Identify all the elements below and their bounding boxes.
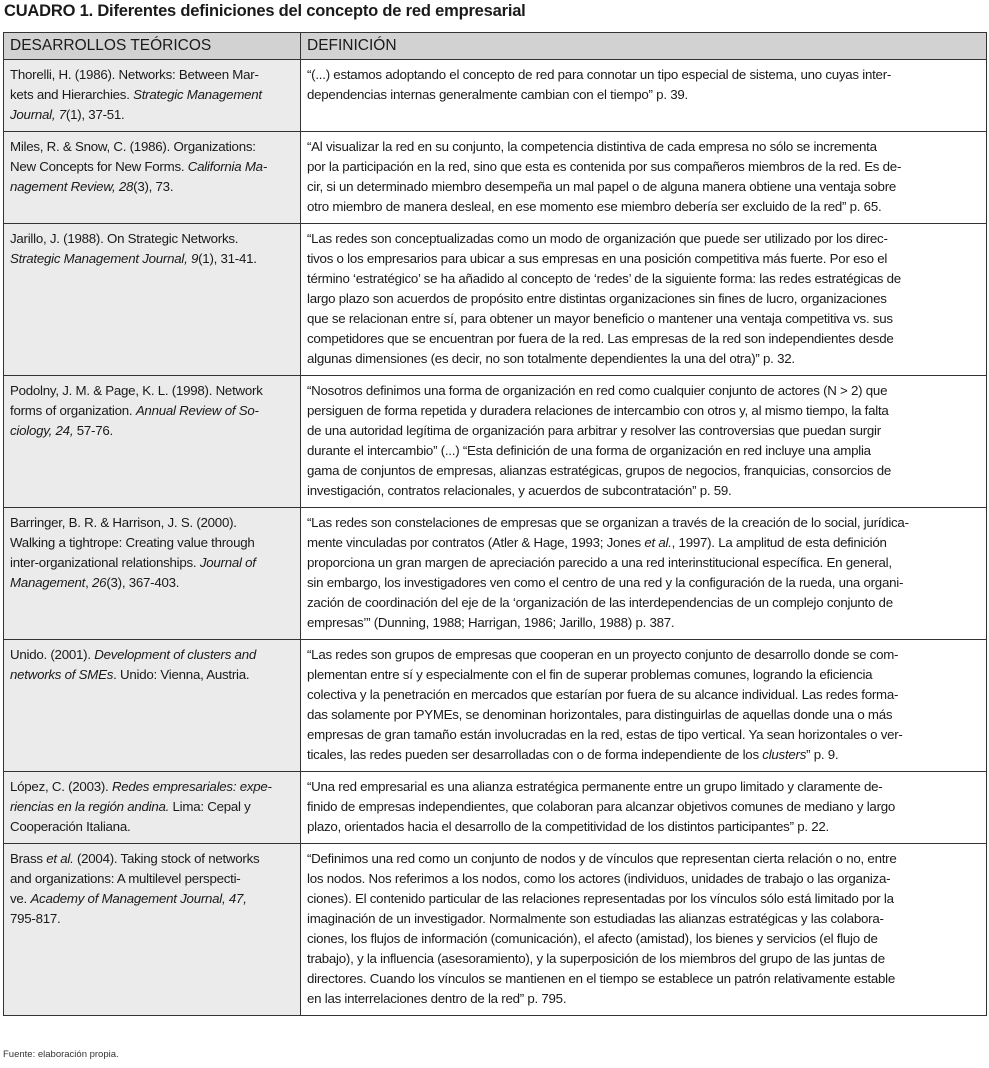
text-line <box>10 137 294 157</box>
text-line <box>307 745 980 765</box>
text-line <box>10 249 294 269</box>
italic-text: Journal, 7 <box>10 107 66 122</box>
text-segment: cir, si un determinado miembro desempeña un mal papel o de alguna manera obtiene una ventaja sobre <box>307 179 897 194</box>
text-line <box>307 949 980 969</box>
text-segment: dependencias internas generalmente cambian con el tiempo” p. 39. <box>307 87 688 102</box>
text-segment: and organizations: A multilevel perspecti- <box>10 871 241 886</box>
text-segment: ” p. 9. <box>806 747 839 762</box>
table-row <box>4 376 987 508</box>
text-segment: sin embargo, los investigadores ven como el centro de una red y la configuración de la rueda, una organi- <box>307 575 904 590</box>
definitions-table <box>3 32 987 1016</box>
text-line <box>10 229 294 249</box>
text-segment: de una autoridad legítima de organización para arbitrar y resolver las controversias que puedan surgir <box>307 423 881 438</box>
text-segment: Unido. (2001). <box>10 647 95 662</box>
definition-cell <box>301 508 987 640</box>
table-row <box>4 640 987 772</box>
text-segment: 795-817. <box>10 911 61 926</box>
italic-text: Strategic Management <box>133 87 262 102</box>
italic-text: et al. <box>46 851 74 866</box>
text-line <box>307 65 980 85</box>
definition-cell <box>301 60 987 132</box>
text-line <box>10 85 294 105</box>
text-line <box>307 705 980 725</box>
table-row <box>4 224 987 376</box>
text-segment: investigación, contratos relacionales, y acuerdos de subcontratación” p. 59. <box>307 483 732 498</box>
text-segment: , <box>85 575 93 590</box>
text-segment: “Al visualizar la red en su conjunto, la competencia distintiva de cada empresa no sólo se incrementa <box>307 139 877 154</box>
text-segment: empresas de gran tamaño están involucradas en la red, estas de tipo vertical. Ya sean horizontales o ver- <box>307 727 903 742</box>
text-line <box>307 553 980 573</box>
text-line <box>307 645 980 665</box>
reference-cell <box>4 844 301 1016</box>
italic-text: 26 <box>92 575 107 590</box>
definition-cell <box>301 376 987 508</box>
text-segment: proporciona un gran margen de apreciación parecido a una red interinstitucional específica. En general, <box>307 555 892 570</box>
text-line <box>307 665 980 685</box>
text-segment: Walking a tightrope: Creating value through <box>10 535 255 550</box>
text-segment: directores. Cuando los vínculos se mantienen en el tiempo se establece un patrón relativamente estable <box>307 971 895 986</box>
text-segment: Lima: Cepal y <box>169 799 251 814</box>
text-segment: Miles, R. & Snow, C. (1986). Organizations: <box>10 139 256 154</box>
reference-cell <box>4 772 301 844</box>
text-segment: Barringer, B. R. & Harrison, J. S. (2000). <box>10 515 237 530</box>
text-segment: término ‘estratégico’ se ha añadido al concepto de ‘redes’ de la siguiente forma: las redes estratégicas de <box>307 271 901 286</box>
text-line <box>307 157 980 177</box>
text-segment: , 1997). La amplitud de esta definición <box>671 535 887 550</box>
text-segment: empresas’” (Dunning, 1988; Harrigan, 1986; Jarillo, 1988) p. 387. <box>307 615 675 630</box>
text-line <box>10 849 294 869</box>
text-segment: (2004). Taking stock of networks <box>73 851 260 866</box>
text-line <box>10 513 294 533</box>
text-line <box>307 401 980 421</box>
table-row <box>4 844 987 1016</box>
source-note: Fuente: elaboración propia. <box>3 1049 119 1060</box>
text-segment: Jarillo, J. (1988). On Strategic Networks. <box>10 231 239 246</box>
text-segment: (1), 31-41. <box>198 251 257 266</box>
text-line <box>307 777 980 797</box>
text-segment: durante el intercambio” (...) “Esta definición de una forma de organización en red incluye una amplia <box>307 443 871 458</box>
text-line <box>10 573 294 593</box>
text-segment: Thorelli, H. (1986). Networks: Between Mar- <box>10 67 259 82</box>
definition-cell <box>301 640 987 772</box>
text-line <box>307 249 980 269</box>
definition-cell <box>301 132 987 224</box>
text-line <box>10 401 294 421</box>
reference-cell <box>4 60 301 132</box>
text-line <box>307 817 980 837</box>
italic-text: Annual Review of So- <box>135 403 259 418</box>
text-segment: Podolny, J. M. & Page, K. L. (1998). Network <box>10 383 263 398</box>
text-segment: ciones, los flujos de información (comunicación), el afecto (amistad), los bienes y servicios (el flujo de <box>307 931 878 946</box>
text-segment: López, C. (2003). <box>10 779 112 794</box>
text-line <box>307 929 980 949</box>
table-row <box>4 60 987 132</box>
reference-cell <box>4 508 301 640</box>
table-row <box>4 772 987 844</box>
reference-cell <box>4 640 301 772</box>
text-segment: otro miembro de manera desleal, en ese momento ese miembro debería ser excluido de la red” p. 65. <box>307 199 882 214</box>
italic-text: California Ma- <box>187 159 267 174</box>
text-line <box>307 381 980 401</box>
text-segment: imaginación de un investigador. Normalmente son estudiadas las alianzas estratégicas y las colabora- <box>307 911 884 926</box>
text-segment: “Las redes son constelaciones de empresas que se organizan a través de la creación de lo social, jurídica- <box>307 515 909 530</box>
text-segment: persiguen de forma repetida y duradera relaciones de intercambio con otros y, al mismo tiempo, la falta <box>307 403 889 418</box>
text-line <box>307 889 980 909</box>
text-segment: finido de empresas independientes, que colaboran para alcanzar objetivos comunes de mediano y largo <box>307 799 896 814</box>
text-segment: gama de conjuntos de empresas, alianzas estratégicas, grupos de negocios, franquicias, consorcios de <box>307 463 892 478</box>
text-line <box>307 289 980 309</box>
text-line <box>307 989 980 1009</box>
text-line <box>10 105 294 125</box>
text-segment: (3), 367-403. <box>106 575 180 590</box>
text-segment: “(...) estamos adoptando el concepto de red para connotar un tipo especial de sistema, uno cuyas inter- <box>307 67 892 82</box>
italic-text: et al. <box>644 535 672 550</box>
text-segment: ciones). El contenido particular de las relaciones representadas por los vínculos sólo está limitado por la <box>307 891 894 906</box>
italic-text: Journal of <box>199 555 256 570</box>
text-segment: ticales, las redes pueden ser desarrolladas con o de forma independiente de los <box>307 747 763 762</box>
text-segment: Brass <box>10 851 47 866</box>
text-segment: los nodos. Nos referimos a los nodos, como los actores (individuos, unidades de trabajo o las organiza- <box>307 871 891 886</box>
text-line <box>10 645 294 665</box>
text-line <box>307 137 980 157</box>
text-line <box>10 665 294 685</box>
text-segment: “Una red empresarial es una alianza estratégica permanente entre un grupo limitado y claramente de- <box>307 779 883 794</box>
text-segment: “Definimos una red como un conjunto de nodos y de vínculos que representan cierta relación o no, entre <box>307 851 897 866</box>
definition-cell <box>301 224 987 376</box>
italic-text: riencias en la región andina. <box>10 799 170 814</box>
text-line <box>10 817 294 837</box>
text-line <box>307 725 980 745</box>
definition-cell <box>301 844 987 1016</box>
table-header-row <box>4 33 987 60</box>
text-segment: das solamente por PYMEs, se denominan horizontales, para distinguirlas de aquellas donde una o más <box>307 707 893 722</box>
text-segment: mente vinculadas por contratos (Atler & Hage, 1993; Jones <box>307 535 645 550</box>
text-line <box>10 533 294 553</box>
definition-cell <box>301 772 987 844</box>
text-line <box>307 309 980 329</box>
text-line <box>307 421 980 441</box>
header-desarrollos-teoricos: DESARROLLOS TEÓRICOS <box>4 33 301 60</box>
text-segment: zación de coordinación del eje de la ‘organización de las interdependencias de un complejo conjunto de <box>307 595 893 610</box>
text-line <box>307 849 980 869</box>
table-row <box>4 508 987 640</box>
italic-text: networks of SMEs <box>10 667 114 682</box>
text-segment: que se relacionan entre sí, para obtener un mayor beneficio o mantener una ventaja competitiva vs. sus <box>307 311 893 326</box>
text-segment: algunas dimensiones (es decir, no son totalmente dependientes la una del otra)” p. 32. <box>307 351 795 366</box>
text-line <box>307 613 980 633</box>
text-segment: Cooperación Italiana. <box>10 819 131 834</box>
text-segment: competidores que se encuentran por fuera de la red. Las empresas de la red son independientes desde <box>307 331 894 346</box>
text-segment: inter-organizational relationships. <box>10 555 200 570</box>
text-segment: (3), 73. <box>133 179 174 194</box>
text-segment: 57-76. <box>73 423 113 438</box>
italic-text: nagement Review, 28 <box>10 179 134 194</box>
italic-text: Strategic Management Journal, 9 <box>10 251 199 266</box>
text-line <box>307 329 980 349</box>
italic-text: ciology, 24, <box>10 423 74 438</box>
text-segment: plazo, orientados hacia el desarrollo de la competitividad de los distintos participantes” p. 22. <box>307 819 829 834</box>
italic-text: Management <box>10 575 86 590</box>
text-line <box>10 889 294 909</box>
table-row <box>4 132 987 224</box>
text-segment: colectiva y la penetración en mercados que estarían por fuera de su alcance individual. Las redes forma- <box>307 687 899 702</box>
text-line <box>307 269 980 289</box>
text-segment: ve. <box>10 891 31 906</box>
text-segment: “Las redes son conceptualizadas como un modo de organización que puede ser utilizado por los direc- <box>307 231 888 246</box>
text-segment: New Concepts for New Forms. <box>10 159 188 174</box>
text-line <box>307 513 980 533</box>
text-segment: tivos o los empresarios para ubicar a sus empresas en una posición competitiva más fuerte. Por eso el <box>307 251 888 266</box>
text-segment: . Unido: Vienna, Austria. <box>113 667 250 682</box>
text-line <box>307 797 980 817</box>
text-segment: “Nosotros definimos una forma de organización en red como cualquier conjunto de actores (N > 2) que <box>307 383 888 398</box>
text-line <box>307 969 980 989</box>
reference-cell <box>4 224 301 376</box>
text-line <box>307 461 980 481</box>
text-line <box>10 909 294 929</box>
italic-text: Academy of Management Journal, 47, <box>30 891 247 906</box>
italic-text: Redes empresariales: expe- <box>111 779 272 794</box>
text-line <box>10 65 294 85</box>
text-line <box>307 909 980 929</box>
text-line <box>10 177 294 197</box>
text-line <box>307 441 980 461</box>
text-line <box>10 869 294 889</box>
text-segment: trabajo), y la influencia (asesoramiento), y la superposición de los miembros del grupo de las juntas de <box>307 951 885 966</box>
text-line <box>10 777 294 797</box>
table-title: CUADRO 1. Diferentes definiciones del concepto de red empresarial <box>4 2 526 20</box>
text-line <box>307 481 980 501</box>
text-line <box>307 177 980 197</box>
header-definicion: DEFINICIÓN <box>301 33 987 60</box>
text-segment: forms of organization. <box>10 403 136 418</box>
text-segment: en las interrelaciones dentro de la red” p. 795. <box>307 991 567 1006</box>
italic-text: clusters <box>762 747 807 762</box>
text-segment: plementan entre sí y especialmente con el fin de superar problemas comunes, logrando la eficiencia <box>307 667 873 682</box>
text-line <box>307 85 980 105</box>
text-line <box>307 685 980 705</box>
text-line <box>10 797 294 817</box>
text-line <box>307 229 980 249</box>
text-line <box>10 421 294 441</box>
text-segment: kets and Hierarchies. <box>10 87 134 102</box>
text-segment: (1), 37-51. <box>65 107 125 122</box>
text-line <box>307 349 980 369</box>
text-segment: largo plazo son acuerdos de propósito entre distintas organizaciones sin fines de lucro, organizaciones <box>307 291 887 306</box>
text-line <box>10 553 294 573</box>
text-segment: por la participación en la red, sino que esta es contenida por sus compañeros miembros de la red. Es de- <box>307 159 902 174</box>
reference-cell <box>4 376 301 508</box>
text-line <box>307 533 980 553</box>
text-line <box>307 573 980 593</box>
text-line <box>10 157 294 177</box>
text-segment: “Las redes son grupos de empresas que cooperan en un proyecto conjunto de desarrollo donde se com- <box>307 647 899 662</box>
reference-cell <box>4 132 301 224</box>
text-line <box>10 381 294 401</box>
text-line <box>307 197 980 217</box>
italic-text: Development of clusters and <box>94 647 256 662</box>
text-line <box>307 593 980 613</box>
text-line <box>307 869 980 889</box>
